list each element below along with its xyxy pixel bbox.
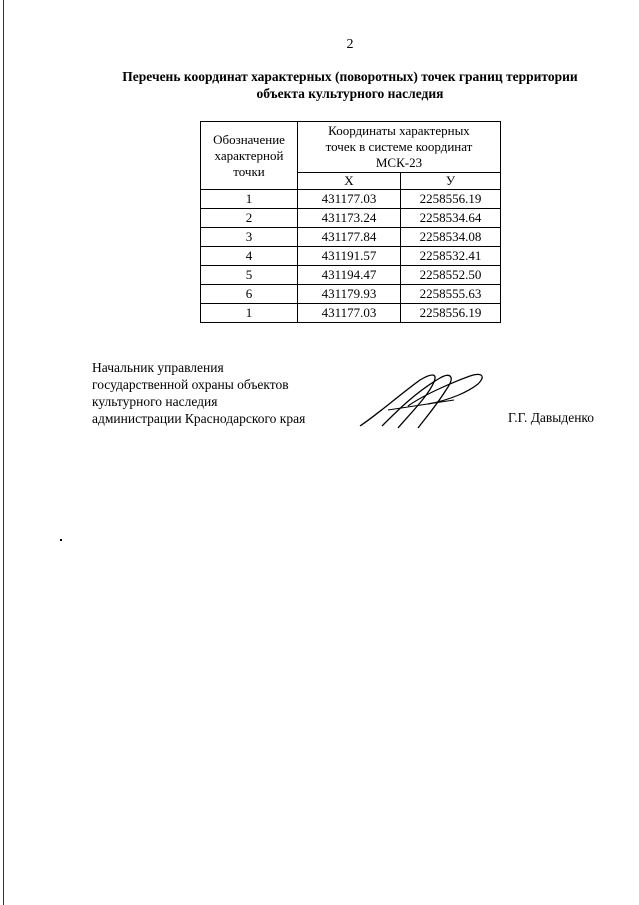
point-cell: 6 (201, 285, 298, 304)
document-title-line-2: объекта культурного наследия (256, 86, 444, 101)
page-left-edge (3, 0, 4, 905)
table-row (201, 285, 501, 304)
position-line: Начальник управления (92, 360, 224, 375)
x-cell: 431177.84 (298, 228, 401, 247)
point-cell: 2 (201, 209, 298, 228)
header-coords-line: МСК-23 (375, 155, 423, 170)
header-x: Х (298, 173, 401, 190)
handwritten-signature (358, 366, 486, 434)
table-row (201, 209, 501, 228)
header-point-designation (201, 122, 298, 190)
header-coords-line: точек в системе координат (325, 139, 473, 154)
point-cell: 3 (201, 228, 298, 247)
page-number: 2 (346, 37, 354, 52)
point-cell: 4 (201, 247, 298, 266)
x-cell: 431191.57 (298, 247, 401, 266)
table-row (201, 228, 501, 247)
document-title (90, 68, 610, 102)
signer-name: Г.Г. Давыденко (508, 410, 595, 425)
y-cell: 2258556.19 (401, 190, 501, 209)
point-cell: 1 (201, 190, 298, 209)
document-title-line-1: Перечень координат характерных (поворотных) точек границ территории (122, 69, 578, 84)
table-row (201, 304, 501, 323)
position-line: государственной охраны объектов (92, 377, 289, 392)
header-point-line: точки (233, 163, 265, 179)
x-cell: 431179.93 (298, 285, 401, 304)
table-row (201, 247, 501, 266)
y-cell: 2258534.08 (401, 228, 501, 247)
y-cell: 2258532.41 (401, 247, 501, 266)
coordinates-table (200, 121, 501, 323)
x-cell: 431177.03 (298, 304, 401, 323)
table-row (201, 266, 501, 285)
header-point-line: Обозначение (213, 131, 285, 147)
header-coords-line: Координаты характерных (328, 123, 470, 138)
point-cell: 1 (201, 304, 298, 323)
y-cell: 2258555.63 (401, 285, 501, 304)
point-cell: 5 (201, 266, 298, 285)
position-line: культурного наследия (92, 394, 218, 409)
x-cell: 431194.47 (298, 266, 401, 285)
position-line: администрации Краснодарского края (92, 411, 306, 426)
y-cell: 2258534.64 (401, 209, 501, 228)
header-point-line: характерной (214, 147, 284, 163)
y-cell: 2258552.50 (401, 266, 501, 285)
x-cell: 431177.03 (298, 190, 401, 209)
y-cell: 2258556.19 (401, 304, 501, 323)
scan-speck (60, 539, 62, 541)
x-cell: 431173.24 (298, 209, 401, 228)
table-row (201, 190, 501, 209)
header-coordinates (298, 122, 501, 173)
signatory-position (92, 359, 305, 427)
header-y: У (401, 173, 501, 190)
